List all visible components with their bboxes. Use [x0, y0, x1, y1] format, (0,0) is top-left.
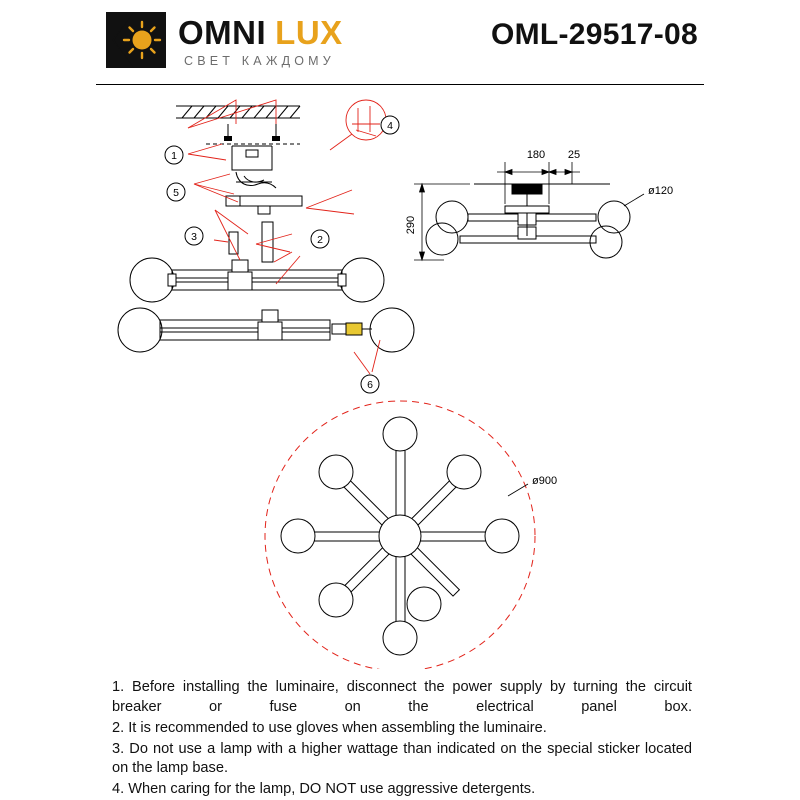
- note-line-1: 1. Before installing the luminaire, disconnect the power supply by turning the circuit breaker or fuse on the electrical panel box.: [112, 679, 692, 715]
- note-line-4: 4. When caring for the lamp, DO NOT use aggressive detergents.: [112, 781, 536, 798]
- brand-wordmark: [178, 14, 343, 52]
- brand-tagline: СВЕТ КАЖДОМУ: [184, 54, 335, 68]
- mounting-bracket: [206, 124, 300, 188]
- canopy-part: [226, 196, 302, 214]
- assembly-diagram: [0, 84, 800, 669]
- dimension-shade-diameter: ø120: [648, 185, 674, 197]
- dimension-overall-diameter: ø900: [532, 475, 558, 487]
- brand-name-secondary: LUX: [275, 14, 343, 51]
- callout-3: 3: [191, 230, 197, 243]
- callout-6: 6: [367, 378, 373, 391]
- fixture-exploded-lower: [118, 308, 414, 352]
- dimension-offset: 25: [567, 149, 581, 161]
- omnilux-logo-icon: [104, 10, 168, 70]
- note-line-3: 3. Do not use a lamp with a higher wattage than indicated on the special sticker located on the lamp base.: [112, 740, 692, 777]
- callout-4: 4: [387, 119, 393, 132]
- callout-1: 1: [171, 149, 177, 162]
- article-code: OML-29517-08: [490, 18, 698, 51]
- safety-notes: [112, 678, 692, 800]
- callout-2: 2: [317, 233, 323, 246]
- brand-logo: [104, 8, 374, 76]
- fixture-exploded-upper: [130, 258, 384, 302]
- dimension-height: 290: [405, 215, 417, 235]
- note-line-2: 2. It is recommended to use gloves when assembling the luminaire.: [112, 719, 547, 736]
- diagram-canvas: [0, 84, 800, 669]
- dimension-width: 180: [526, 149, 546, 161]
- callout-markers: [165, 116, 399, 393]
- header: [0, 0, 800, 84]
- callout-5: 5: [173, 186, 179, 199]
- side-elevation: [426, 184, 630, 258]
- brand-name-primary: OMNI: [178, 14, 267, 51]
- fixing-parts: [229, 222, 273, 262]
- plan-view: [265, 401, 557, 669]
